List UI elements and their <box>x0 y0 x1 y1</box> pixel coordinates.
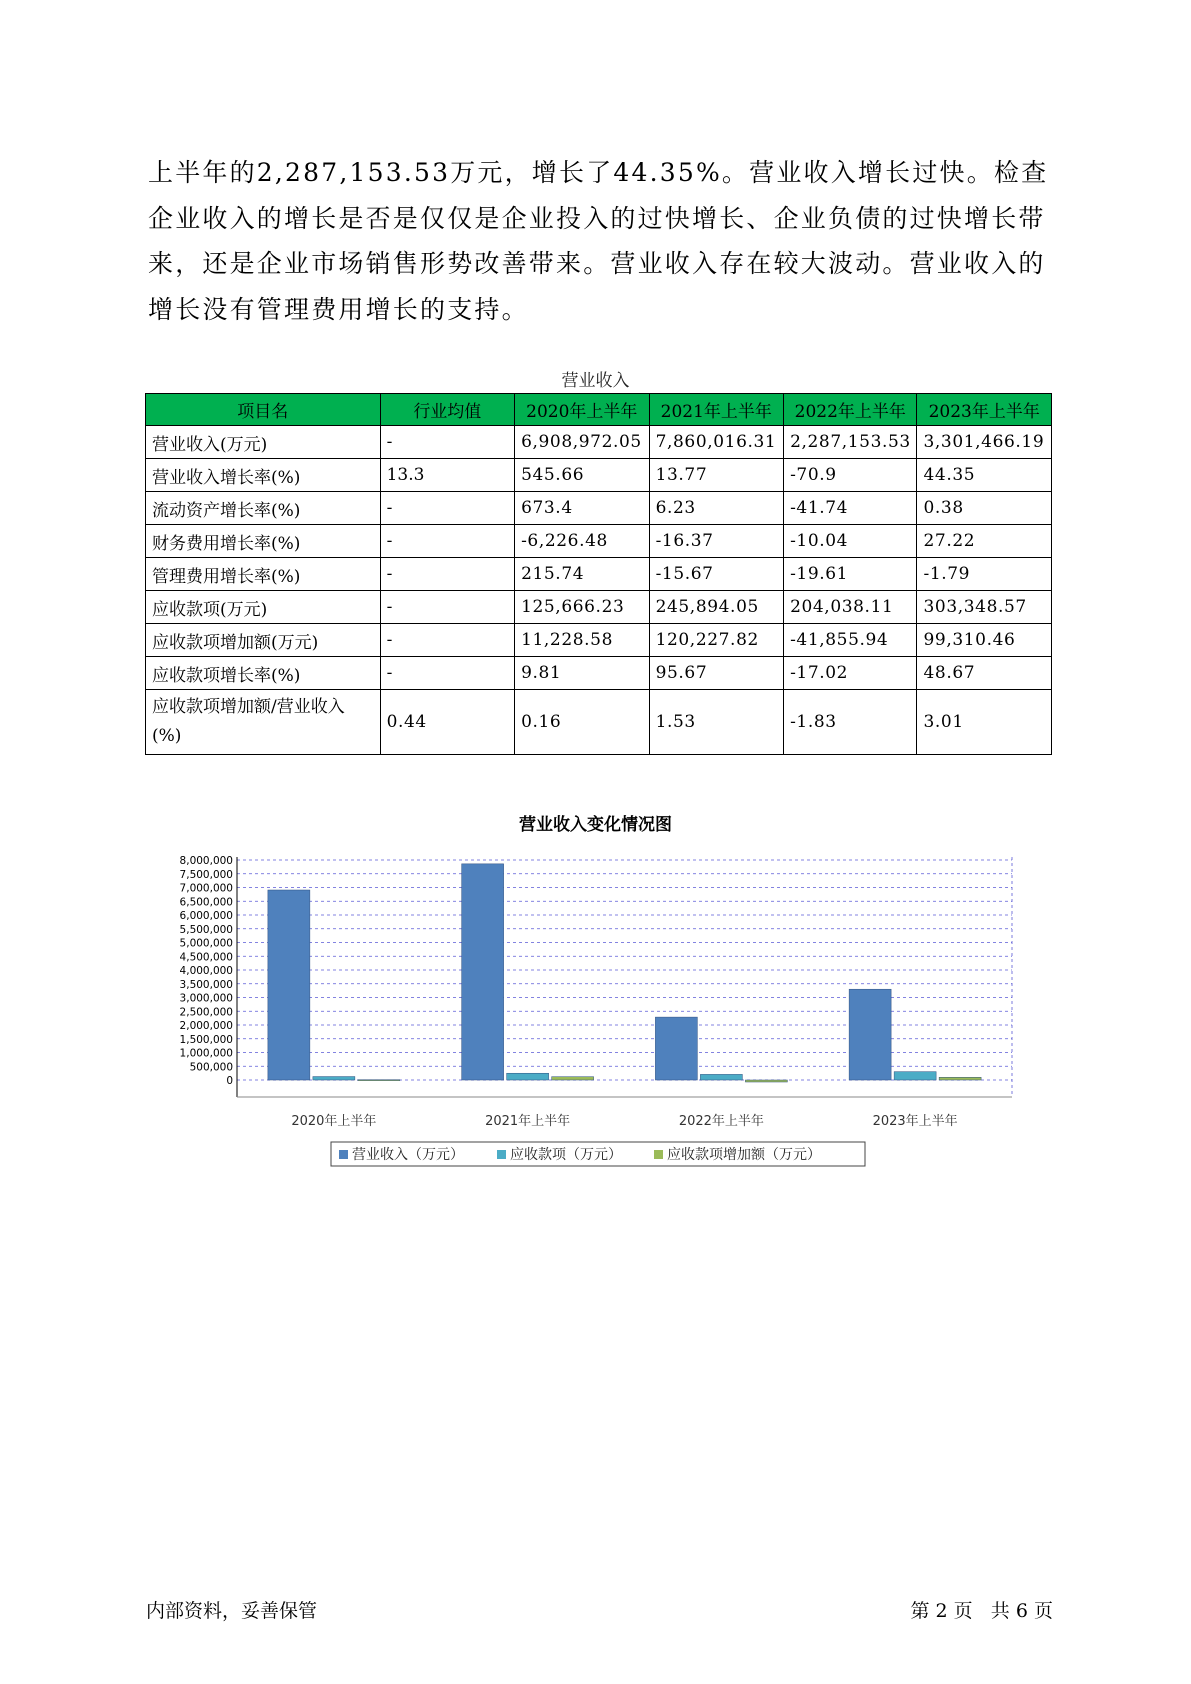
header-cell: 2020年上半年 <box>515 394 650 426</box>
table-cell: - <box>380 426 515 459</box>
table-cell: 7,860,016.31 <box>649 426 784 459</box>
row-label: 应收款项(万元) <box>146 591 381 624</box>
table-cell: -41,855.94 <box>784 624 917 657</box>
table-cell: -16.37 <box>649 525 784 558</box>
table-row <box>146 492 1052 525</box>
page-unit: 页 <box>953 1600 973 1622</box>
footer-confidential-note: 内部资料，妥善保管 <box>146 1600 318 1622</box>
bar-receivables <box>894 1072 936 1080</box>
table-cell: 120,227.82 <box>649 624 784 657</box>
page-prefix: 第 <box>910 1600 930 1622</box>
table-cell: - <box>380 492 515 525</box>
header-cell: 行业均值 <box>380 394 515 426</box>
bar-revenue <box>849 989 891 1080</box>
table-cell: 2,287,153.53 <box>784 426 917 459</box>
table-cell: 0.38 <box>917 492 1052 525</box>
y-tick-label: 7,000,000 <box>179 882 233 895</box>
table-row <box>146 459 1052 492</box>
y-tick-label: 2,000,000 <box>179 1020 233 1032</box>
bar-receivables-increase <box>745 1080 787 1082</box>
y-tick-label: 8,000,000 <box>179 855 233 867</box>
table-cell: 0.16 <box>515 690 650 755</box>
total-unit: 页 <box>1033 1600 1053 1622</box>
table-cell: 48.67 <box>917 657 1052 690</box>
bar-receivables-increase <box>552 1077 594 1080</box>
chart-title: 营业收入变化情况图 <box>519 815 672 835</box>
table-cell: 303,348.57 <box>917 591 1052 624</box>
table-cell: 6.23 <box>649 492 784 525</box>
row-label: 营业收入(万元) <box>146 426 381 459</box>
y-tick-label: 3,500,000 <box>179 978 233 991</box>
bar-receivables <box>507 1073 549 1080</box>
table-cell: 11,228.58 <box>515 624 650 657</box>
table-row <box>146 624 1052 657</box>
header-cell: 项目名 <box>146 394 381 426</box>
table-cell: 27.22 <box>917 525 1052 558</box>
table-cell: -10.04 <box>784 525 917 558</box>
table-cell: -19.61 <box>784 558 917 591</box>
footer-page-indicator <box>910 1596 1053 1623</box>
header-cell: 2021年上半年 <box>649 394 784 426</box>
bar-receivables <box>313 1077 355 1080</box>
row-label: 管理费用增长率(%) <box>146 558 381 591</box>
y-tick-label: 6,000,000 <box>179 910 233 922</box>
table-row <box>146 690 1052 755</box>
table-cell: 9.81 <box>515 657 650 690</box>
header-cell: 2023年上半年 <box>917 394 1052 426</box>
revenue-table <box>145 393 1052 755</box>
table-cell: 95.67 <box>649 657 784 690</box>
y-tick-label: 5,000,000 <box>179 937 233 950</box>
row-label: 营业收入增长率(%) <box>146 459 381 492</box>
y-tick-label: 2,500,000 <box>179 1006 233 1019</box>
row-label: 流动资产增长率(%) <box>146 492 381 525</box>
table-cell: -6,226.48 <box>515 525 650 558</box>
table-cell: - <box>380 525 515 558</box>
table-cell: 545.66 <box>515 459 650 492</box>
legend-label: 应收款项（万元） <box>510 1147 622 1163</box>
table-cell: 204,038.11 <box>784 591 917 624</box>
x-tick-label: 2021年上半年 <box>485 1114 571 1129</box>
y-tick-label: 5,500,000 <box>179 923 233 936</box>
y-tick-label: 0 <box>226 1075 233 1087</box>
y-tick-label: 1,500,000 <box>179 1033 233 1046</box>
body-paragraph: 上半年的2,287,153.53万元，增长了44.35%。营业收入增长过快。检查企业收入的增长是否是仅仅是企业投入的过快增长、企业负债的过快增长带来，还是企业市场销售形势改善带来。营业收入存在较大波动。营业收入的增长没有管理费用增长的支持。 <box>148 158 1049 324</box>
legend-label: 营业收入（万元） <box>352 1147 464 1163</box>
table-cell: -70.9 <box>784 459 917 492</box>
header-cell: 2022年上半年 <box>784 394 917 426</box>
table-row <box>146 558 1052 591</box>
table-cell: -41.74 <box>784 492 917 525</box>
table-cell: 6,908,972.05 <box>515 426 650 459</box>
y-tick-label: 7,500,000 <box>179 868 233 881</box>
table-caption: 营业收入 <box>561 371 630 391</box>
y-tick-label: 500,000 <box>189 1061 233 1074</box>
x-tick-label: 2023年上半年 <box>872 1114 958 1129</box>
legend-swatch <box>654 1150 663 1159</box>
y-tick-label: 4,500,000 <box>179 951 233 964</box>
bar-revenue <box>655 1017 697 1080</box>
revenue-bar-chart <box>0 840 1191 1260</box>
table-row <box>146 525 1052 558</box>
y-tick-label: 6,500,000 <box>179 896 233 909</box>
table-cell: - <box>380 591 515 624</box>
table-cell: 13.3 <box>380 459 515 492</box>
bar-revenue <box>268 890 310 1080</box>
table-row <box>146 591 1052 624</box>
table-cell: -15.67 <box>649 558 784 591</box>
legend-label: 应收款项增加额（万元） <box>667 1147 821 1163</box>
plot-background <box>237 857 1012 1097</box>
table-cell: - <box>380 657 515 690</box>
table-cell: 0.44 <box>380 690 515 755</box>
table-cell: 13.77 <box>649 459 784 492</box>
table-cell: - <box>380 558 515 591</box>
table-cell: 3,301,466.19 <box>917 426 1052 459</box>
table-cell: 1.53 <box>649 690 784 755</box>
table-cell: 3.01 <box>917 690 1052 755</box>
table-cell: 245,894.05 <box>649 591 784 624</box>
legend-swatch <box>339 1150 348 1159</box>
table-cell: -1.79 <box>917 558 1052 591</box>
table-cell: 215.74 <box>515 558 650 591</box>
legend-swatch <box>497 1150 506 1159</box>
table-row <box>146 657 1052 690</box>
table-cell: 44.35 <box>917 459 1052 492</box>
x-tick-label: 2022年上半年 <box>678 1114 764 1129</box>
y-tick-label: 4,000,000 <box>179 965 233 977</box>
row-label: 应收款项增长率(%) <box>146 657 381 690</box>
bar-revenue <box>462 864 504 1080</box>
total-prefix: 共 <box>990 1600 1010 1622</box>
page-number: 2 <box>935 1600 948 1622</box>
y-tick-label: 1,000,000 <box>179 1047 233 1060</box>
row-label: 应收款项增加额(万元) <box>146 624 381 657</box>
table-row <box>146 426 1052 459</box>
bar-receivables <box>700 1074 742 1080</box>
row-label: 财务费用增长率(%) <box>146 525 381 558</box>
table-cell: 99,310.46 <box>917 624 1052 657</box>
x-tick-label: 2020年上半年 <box>291 1114 377 1129</box>
y-tick-label: 3,000,000 <box>179 992 233 1005</box>
table-cell: -17.02 <box>784 657 917 690</box>
table-cell: 673.4 <box>515 492 650 525</box>
table-cell: 125,666.23 <box>515 591 650 624</box>
bar-receivables-increase <box>358 1080 400 1081</box>
table-cell: - <box>380 624 515 657</box>
table-cell: -1.83 <box>784 690 917 755</box>
total-pages: 6 <box>1015 1600 1028 1622</box>
bar-receivables-increase <box>939 1077 981 1080</box>
table-header-row <box>146 394 1052 426</box>
row-label: 应收款项增加额/营业收入(%) <box>146 690 381 755</box>
